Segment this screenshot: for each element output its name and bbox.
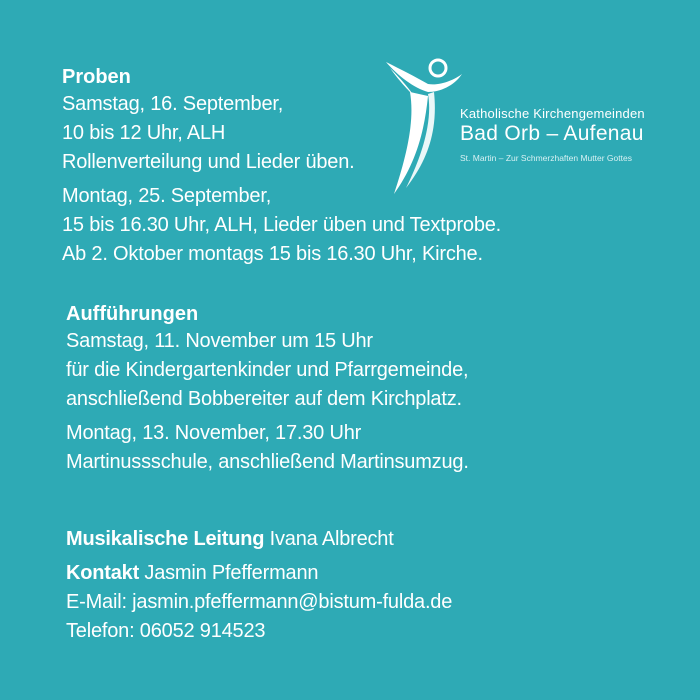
contact-email: E-Mail: jasmin.pfeffermann@bistum-fulda.de [66,591,453,613]
performance-line: Martinussschule, anschließend Martinsumzug. [66,451,469,473]
logo-parish-name: Bad Orb – Aufenau [460,122,644,145]
parish-logo [384,56,684,206]
performance-line: Samstag, 11. November um 15 Uhr [66,330,373,352]
musical-direction-label: Musikalische Leitung [66,528,265,550]
logo-title-line: Katholische Kirchengemeinden [460,106,645,121]
contact-label: Kontakt [66,562,140,584]
angel-figure-icon [384,56,464,196]
rehearsal-line: Samstag, 16. September, [62,93,284,115]
rehearsals-heading: Proben [62,66,131,88]
rehearsal-line: Montag, 25. September, [62,185,272,207]
musical-direction-name: Ivana Albrecht [269,528,394,550]
contact-name: Jasmin Pfeffermann [144,562,319,584]
performance-line: anschließend Bobbereiter auf dem Kirchplatz. [66,388,462,410]
performances-heading: Aufführungen [66,303,199,325]
performances-section [66,301,469,477]
rehearsal-line: Rollenverteilung und Lieder üben. [62,151,355,173]
performance-line: Montag, 13. November, 17.30 Uhr [66,422,362,444]
musical-direction [66,525,452,554]
logo-subtitle: St. Martin – Zur Schmerzhaften Mutter Gottes [460,153,632,163]
contact-phone: Telefon: 06052 914523 [66,620,266,642]
rehearsal-line: Ab 2. Oktober montags 15 bis 16.30 Uhr, Kirche. [62,243,483,265]
performance-line: für die Kindergartenkinder und Pfarrgemeinde, [66,359,469,381]
contact-person [66,559,452,588]
contact-section [66,525,452,646]
rehearsal-line: 10 bis 12 Uhr, ALH [62,122,226,144]
rehearsal-line: 15 bis 16.30 Uhr, ALH, Lieder üben und Textprobe. [62,214,502,236]
